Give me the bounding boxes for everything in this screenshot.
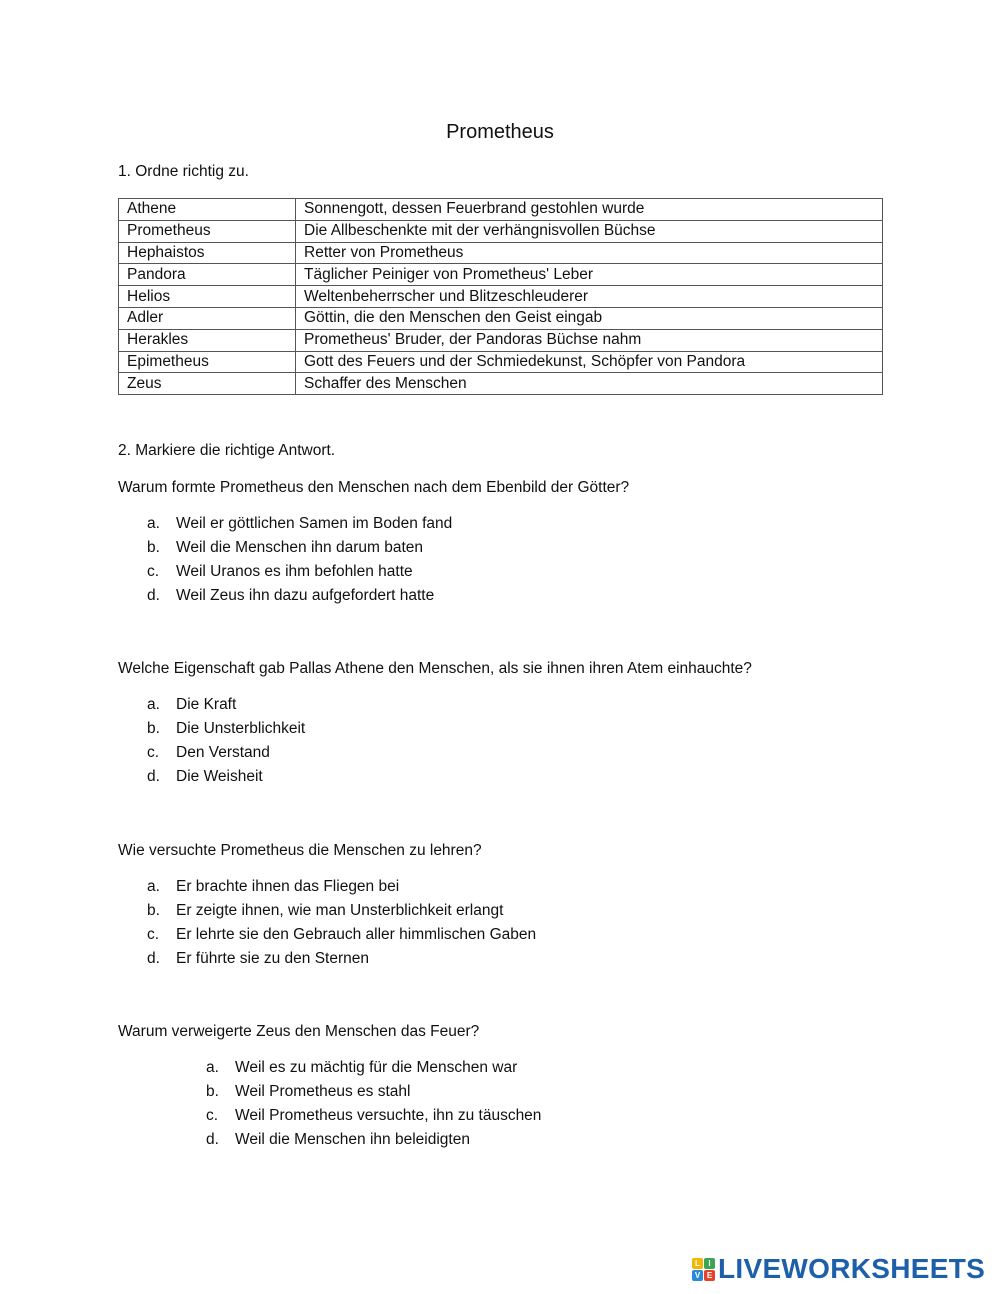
option-text: Weil er göttlichen Samen im Boden fand: [176, 515, 453, 532]
god-name: Adler: [119, 307, 296, 329]
answer-option[interactable]: [147, 586, 452, 610]
answer-option[interactable]: [147, 743, 305, 767]
option-text: Er zeigte ihnen, wie man Unsterblichkeit erlangt: [176, 902, 504, 919]
liveworksheets-logo: [692, 1253, 985, 1285]
option-letter: c.: [206, 1107, 219, 1124]
answer-option[interactable]: [206, 1082, 541, 1106]
option-letter: d.: [147, 768, 160, 785]
option-text: Weil Zeus ihn dazu aufgefordert hatte: [176, 587, 435, 604]
question-1-options: [147, 514, 452, 610]
option-letter: d.: [147, 950, 160, 967]
god-description: Die Allbeschenkte mit der verhängnisvollen Büchse: [296, 220, 883, 242]
god-description: Weltenbeherrscher und Blitzeschleuderer: [296, 286, 883, 308]
section1-heading: 1. Ordne richtig zu.: [118, 163, 249, 180]
option-text: Weil es zu mächtig für die Menschen war: [235, 1059, 518, 1076]
answer-option[interactable]: [147, 695, 305, 719]
option-letter: c.: [147, 744, 160, 761]
table-row: [119, 329, 883, 351]
table-row: [119, 220, 883, 242]
option-text: Die Unsterblichkeit: [176, 720, 306, 737]
god-description: Retter von Prometheus: [296, 242, 883, 264]
answer-option[interactable]: [147, 901, 536, 925]
option-letter: a.: [147, 696, 160, 713]
option-letter: a.: [147, 878, 160, 895]
answer-option[interactable]: [147, 538, 452, 562]
god-description: Täglicher Peiniger von Prometheus' Leber: [296, 264, 883, 286]
answer-option[interactable]: [206, 1130, 541, 1154]
answer-option[interactable]: [206, 1106, 541, 1130]
logo-text: LIVEWORKSHEETS: [718, 1253, 986, 1284]
question-4: Warum verweigerte Zeus den Menschen das Feuer?: [118, 1023, 480, 1040]
logo-letter-l: L: [692, 1258, 703, 1269]
logo-letter-e: E: [704, 1270, 715, 1281]
god-name: Prometheus: [119, 220, 296, 242]
section2-heading: 2. Markiere die richtige Antwort.: [118, 442, 336, 459]
option-letter: a.: [147, 515, 160, 532]
table-row: [119, 264, 883, 286]
answer-option[interactable]: [147, 925, 536, 949]
table-row: [119, 351, 883, 373]
option-text: Weil die Menschen ihn beleidigten: [235, 1131, 470, 1148]
liveworksheets-logo-icon: [692, 1258, 715, 1281]
god-description: Schaffer des Menschen: [296, 373, 883, 395]
option-letter: a.: [206, 1059, 219, 1076]
matching-table: [118, 198, 883, 395]
god-description: Sonnengott, dessen Feuerbrand gestohlen wurde: [296, 199, 883, 221]
answer-option[interactable]: [147, 562, 452, 586]
table-row: [119, 286, 883, 308]
option-text: Weil Prometheus versuchte, ihn zu täuschen: [235, 1107, 542, 1124]
answer-option[interactable]: [147, 949, 536, 973]
option-letter: d.: [206, 1131, 219, 1148]
god-name: Zeus: [119, 373, 296, 395]
option-text: Weil Uranos es ihm befohlen hatte: [176, 563, 413, 580]
option-letter: b.: [147, 902, 160, 919]
god-description: Göttin, die den Menschen den Geist eingab: [296, 307, 883, 329]
table-row: [119, 307, 883, 329]
question-2: Welche Eigenschaft gab Pallas Athene den Menschen, als sie ihnen ihren Atem einhauchte?: [118, 660, 752, 677]
answer-option[interactable]: [147, 719, 305, 743]
god-description: Gott des Feuers und der Schmiedekunst, Schöpfer von Pandora: [296, 351, 883, 373]
answer-option[interactable]: [147, 877, 536, 901]
option-text: Weil die Menschen ihn darum baten: [176, 539, 423, 556]
logo-letter-v: V: [692, 1270, 703, 1281]
option-letter: b.: [147, 539, 160, 556]
option-letter: c.: [147, 563, 160, 580]
answer-option[interactable]: [206, 1058, 541, 1082]
god-name: Herakles: [119, 329, 296, 351]
option-text: Er lehrte sie den Gebrauch aller himmlischen Gaben: [176, 926, 537, 943]
question-3-options: [147, 877, 536, 973]
page-title: Prometheus: [446, 121, 554, 143]
option-text: Er führte sie zu den Sternen: [176, 950, 370, 967]
god-name: Helios: [119, 286, 296, 308]
table-row: [119, 199, 883, 221]
option-text: Die Weisheit: [176, 768, 263, 785]
option-text: Er brachte ihnen das Fliegen bei: [176, 878, 400, 895]
question-3: Wie versuchte Prometheus die Menschen zu lehren?: [118, 842, 482, 859]
answer-option[interactable]: [147, 767, 305, 791]
table-row: [119, 373, 883, 395]
god-description: Prometheus' Bruder, der Pandoras Büchse nahm: [296, 329, 883, 351]
option-letter: c.: [147, 926, 160, 943]
option-text: Weil Prometheus es stahl: [235, 1083, 411, 1100]
option-letter: b.: [206, 1083, 219, 1100]
god-name: Pandora: [119, 264, 296, 286]
god-name: Athene: [119, 199, 296, 221]
god-name: Hephaistos: [119, 242, 296, 264]
option-text: Den Verstand: [176, 744, 270, 761]
logo-letter-i: I: [704, 1258, 715, 1269]
option-letter: d.: [147, 587, 160, 604]
option-letter: b.: [147, 720, 160, 737]
question-2-options: [147, 695, 305, 791]
god-name: Epimetheus: [119, 351, 296, 373]
question-4-options: [206, 1058, 541, 1154]
table-row: [119, 242, 883, 264]
option-text: Die Kraft: [176, 696, 237, 713]
answer-option[interactable]: [147, 514, 452, 538]
question-1: Warum formte Prometheus den Menschen nach dem Ebenbild der Götter?: [118, 479, 630, 496]
